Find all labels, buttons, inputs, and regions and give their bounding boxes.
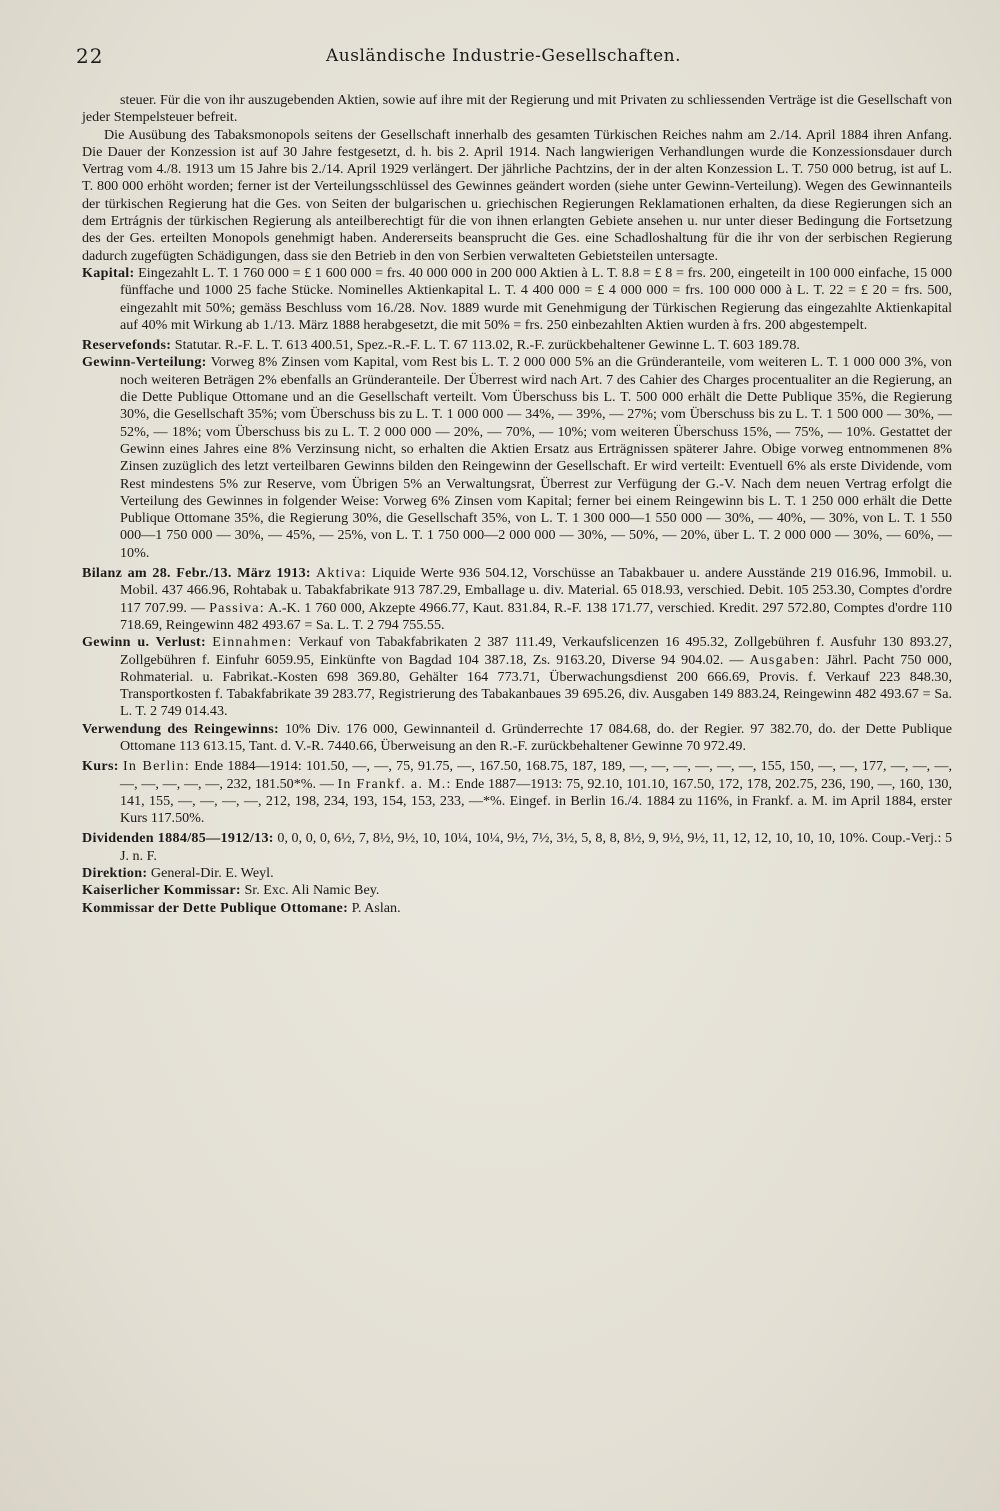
kommissar-label: Kaiserlicher Kommissar: <box>82 882 241 899</box>
direktion-label: Direktion: <box>82 865 148 882</box>
bilanz-label: Bilanz am 28. Febr./13. März 1913: <box>82 565 311 582</box>
paragraph-tax-exemption: steuer. Für die von ihr auszugebenden Aktien, sowie auf ihre mit der Regierung und mit Privaten zu schliessenden Verträge ist die Gesellschaft von jeder Stempelsteuer befreit. <box>82 92 952 126</box>
page-number: 22 <box>76 44 104 68</box>
kurs-berlin-label: In Berlin: <box>122 758 191 775</box>
einnahmen-label: Einnahmen: <box>212 634 293 651</box>
gewinn-verteilung-label: Gewinn-Verteilung: <box>82 354 207 371</box>
entry-dette-kommissar <box>82 900 952 917</box>
entry-gewinn-verlust <box>82 634 952 720</box>
bilanz-aktiva-label: Aktiva: <box>316 565 367 582</box>
dette-kommissar-text: P. Aslan. <box>351 899 401 916</box>
kurs-frankfurt-text: Ende 1887—1913: 75, 92.10, 101.10, 167.50, 172, 178, 202.75, 236, 190, —, 160, 130, 141, 155, —, —, —, —, 212, 198, 234, 193, 154, 153, 233, —*%. Eingef. in Berlin 16./4. 1884 zu 116%, in Frankf. a. M. im April 1884, erster Kurs 117.50%. <box>120 775 953 827</box>
bilanz-passiva-text: A.-K. 1 760 000, Akzepte 4966.77, Kaut. 831.84, R.-F. 138 171.77, verschied. Kredit. 297 572.80, Comptes d'ordre 110 718.69, Reingewinn 482 493.67 = Sa. L. T. 2 794 755.55. <box>120 599 952 633</box>
entry-kapital <box>82 265 952 334</box>
entry-gewinn-verteilung <box>82 354 952 562</box>
entry-verwendung <box>82 721 952 756</box>
entry-direktion <box>82 865 952 882</box>
dette-kommissar-label: Kommissar der Dette Publique Ottomane: <box>82 899 349 916</box>
paragraph-concession: Die Ausübung des Tabaksmonopols seitens der Gesellschaft innerhalb des gesamten Türkischen Reiches nahm am 2./14. April 1884 ihren Anfang. Die Dauer der Konzession ist auf 30 Jahre festgesetzt, d. h. bis 2. April 1914. Nach langwierigen Verhandlungen wurde die Konzessionsdauer durch Vertrag vom 4./8. 1913 um 15 Jahre bis 2./14. April 1929 verlängert. Der jährliche Pachtzins, der in der alten Konzession L. T. 750 000 betrug, ist auf L. T. 800 000 erhöht worden; ferner ist der Verteilungsschlüssel des Gewinnes geändert worden (siehe unter Gewinn-Verteilung). Wegen des Gewinnanteils der türkischen Regierung hat die Ges. von Seiten der bulgarischen u. griechischen Regierungen Reklamationen erhalten, da diese Regierungen sich an dem Ertrágnis der türkischen Regierung als anteilberechtigt für die von ihnen erlangten Gebiete ansehen u. nur unter dieser Bedingung die Fortsetzung des der Ges. erteilten Monopols genehmigt haben. Andererseits beansprucht die Ges. eine Schadloshaltung für die ihr von der serbischen Regierung dadurch zugefügten Schädigungen, dass sie den Betrieb in den von Serbien verwalteten Gebietsteilen untersagte. <box>82 126 952 264</box>
entry-reservefonds <box>82 337 952 354</box>
verwendung-label: Verwendung des Reingewinns: <box>82 720 279 737</box>
entry-bilanz <box>82 565 952 634</box>
body-text <box>82 92 952 917</box>
kapital-label: Kapital: <box>82 264 135 281</box>
bilanz-aktiva-text: Liquide Werte 936 504.12, Vorschüsse an Tabakbauer u. andere Ausstände 219 016.96, Immobil. u. Mobil. 437 466.96, Rohtabak u. Tabakfabrikate 913 787.29, Emballage u. div. Material. 65 018.93, verschied. Debit. 105 253.30, Comptes d'ordre 117 707.99. — <box>120 565 953 616</box>
reservefonds-text: Statutar. R.-F. L. T. 613 400.51, Spez.-R.-F. L. T. 67 113.02, R.-F. zurückbehaltener Gewinne L. T. 603 189.78. <box>174 337 800 354</box>
dividenden-label: Dividenden 1884/85—1912/13: <box>82 830 274 847</box>
dividenden-text: 0, 0, 0, 0, 6½, 7, 8½, 9½, 10, 10¼, 10¼, 9½, 7½, 3½, 5, 8, 8, 8½, 9, 9½, 9½, 11, 12, 12, 10, 10, 10, 10%. Coup.-Verj.: 5 J. n. F. <box>120 830 952 864</box>
entry-kurs <box>82 758 952 827</box>
entry-kommissar <box>82 882 952 899</box>
direktion-text: General-Dir. E. Weyl. <box>150 865 274 882</box>
ausgaben-text: Jährl. Pacht 750 000, Rohmaterial. u. Fabrikat.-Kosten 698 369.80, Gehälter 164 773.71, Überwachungsdienst 200 666.69, Provis. f. Verkauf 223 848.30, Transportkosten f. Tabakfabrikate 39 283.77, Registrierung des Tabakanbaues 39 695.26, div. Ausgaben 149 883.24, Reingewinn 482 493.67 = Sa. L. T. 2 749 014.43. <box>120 651 952 720</box>
kapital-text: Eingezahlt L. T. 1 760 000 = £ 1 600 000 = frs. 40 000 000 in 200 000 Aktien à L. T. 8.8 = £ 8 = frs. 200, eingeteilt in 100 000 einfache, 15 000 fünffache und 1000 25 fache Stücke. Nominelles Aktienkapital L. T. 4 400 000 = £ 4 000 000 = frs. 100 000 000 à L. T. 22 = £ 20 = frs. 500, eingezahlt mit 50%; gemäss Beschluss vom 16./28. Nov. 1889 wurde mit Genehmigung der Türkischen Regierung das eingezahlte Aktienkapital auf 40% mit Wirkung ab 1./13. März 1888 herabgesetzt, die mit 50% = frs. 250 einbezahlten Aktien wurden à frs. 200 abgestempelt. <box>120 264 952 333</box>
gewinn-verteilung-text: Vorweg 8% Zinsen vom Kapital, vom Rest bis L. T. 2 000 000 5% an die Gründeranteile, vom weiteren L. T. 1 000 000 3%, von noch weiteren Beträgen 2% ebenfalls an Gründeranteile. Der Überrest wird nach Art. 7 des Cahier des Charges procentualiter an die Regierung, an die Dette Publique Ottomane und an die Gesellschaft verteilt. Vom Überschuss bis L. T. 500 000 erhält die Dette Publique 35%, die Regierung 30%, die Gesellschaft 35%; vom Überschuss bis zu L. T. 1 000 000 — 34%, — 39%, — 27%; vom Überschuss bis zu L. T. 1 500 000 — 30%, — 52%, — 18%; vom Überschuss bis zu L. T. 2 000 000 — 20%, — 70%, — 10%; vom weiteren Überschuss 15%, — 75%, — 10%. Gestattet der Gewinn eines Jahres eine 8% Verzinsung nicht, so erhalten die Aktien Ersatz aus Erträgnissen späterer Jahre. Obige vorweg entnommenen 8% Zinsen zuzüglich des letzt verteilbaren Gewinns bilden den Reingewinn der Gesellschaft. Er wird verteilt: Eventuell 6% als erste Dividende, vom Rest mindestens 5% zur Reserve, vom Übrigen 5% an Verwaltungsrat, Überrest zur Verfügung der G.-V. Nach dem neuen Vertrag erfolgt die Verteilung des Gewinnes in folgender Weise: Vorweg 6% Zinsen vom Kapital; ferner bei einem Reingewinn bis L. T. 1 250 000 erhält die Dette Publique Ottomane 35%, die Regierung 30%, die Gesellschaft 35%, von L. T. 1 300 000—1 550 000 — 30%, — 40%, — 30%, von L. T. 1 550 000—1 750 000 — 30%, — 45%, — 25%, von L. T. 1 750 000—2 000 000 — 30%, — 50%, — 20%, über L. T. 2 000 000 — 30%, — 60%, — 10%. <box>120 354 952 561</box>
verwendung-text: 10% Div. 176 000, Gewinnanteil d. Gründerrechte 17 084.68, do. der Regier. 97 382.70, do. der Dette Publique Ottomane 113 613.15, Tant. d. V.-R. 7440.66, Überweisung an den R.-F. zurückbehaltener Gewinne 70 972.49. <box>120 720 952 754</box>
kommissar-text: Sr. Exc. Ali Namic Bey. <box>244 882 380 899</box>
running-title: Ausländische Industrie-Gesellschaften. <box>326 46 682 66</box>
page-header <box>76 44 876 74</box>
kurs-berlin-text: Ende 1884—1914: 101.50, —, —, 75, 91.75, —, 167.50, 168.75, 187, 189, —, —, —, —, —, —, 155, 150, —, —, 177, —, —, —, —, —, —, —, —, 232, 181.50*%. — <box>120 758 952 792</box>
einnahmen-text: Verkauf von Tabakfabrikaten 2 387 111.49, Verkaufslicenzen 16 495.32, Zollgebühren f. Ausfuhr 130 893.27, Zollgebühren f. Einfuhr 6059.95, Einkünfte von Bagdad 104 387.18, Zs. 9163.20, Diverse 94 904.02. — <box>120 634 952 668</box>
kurs-label: Kurs: <box>82 758 119 775</box>
ausgaben-label: Ausgaben: <box>749 651 821 668</box>
bilanz-passiva-label: Passiva: <box>209 599 265 616</box>
gewinn-verlust-label: Gewinn u. Verlust: <box>82 634 207 651</box>
entry-dividenden <box>82 830 952 865</box>
reservefonds-label: Reservefonds: <box>82 337 172 354</box>
kurs-frankfurt-label: In Frankf. a. M.: <box>337 775 452 792</box>
